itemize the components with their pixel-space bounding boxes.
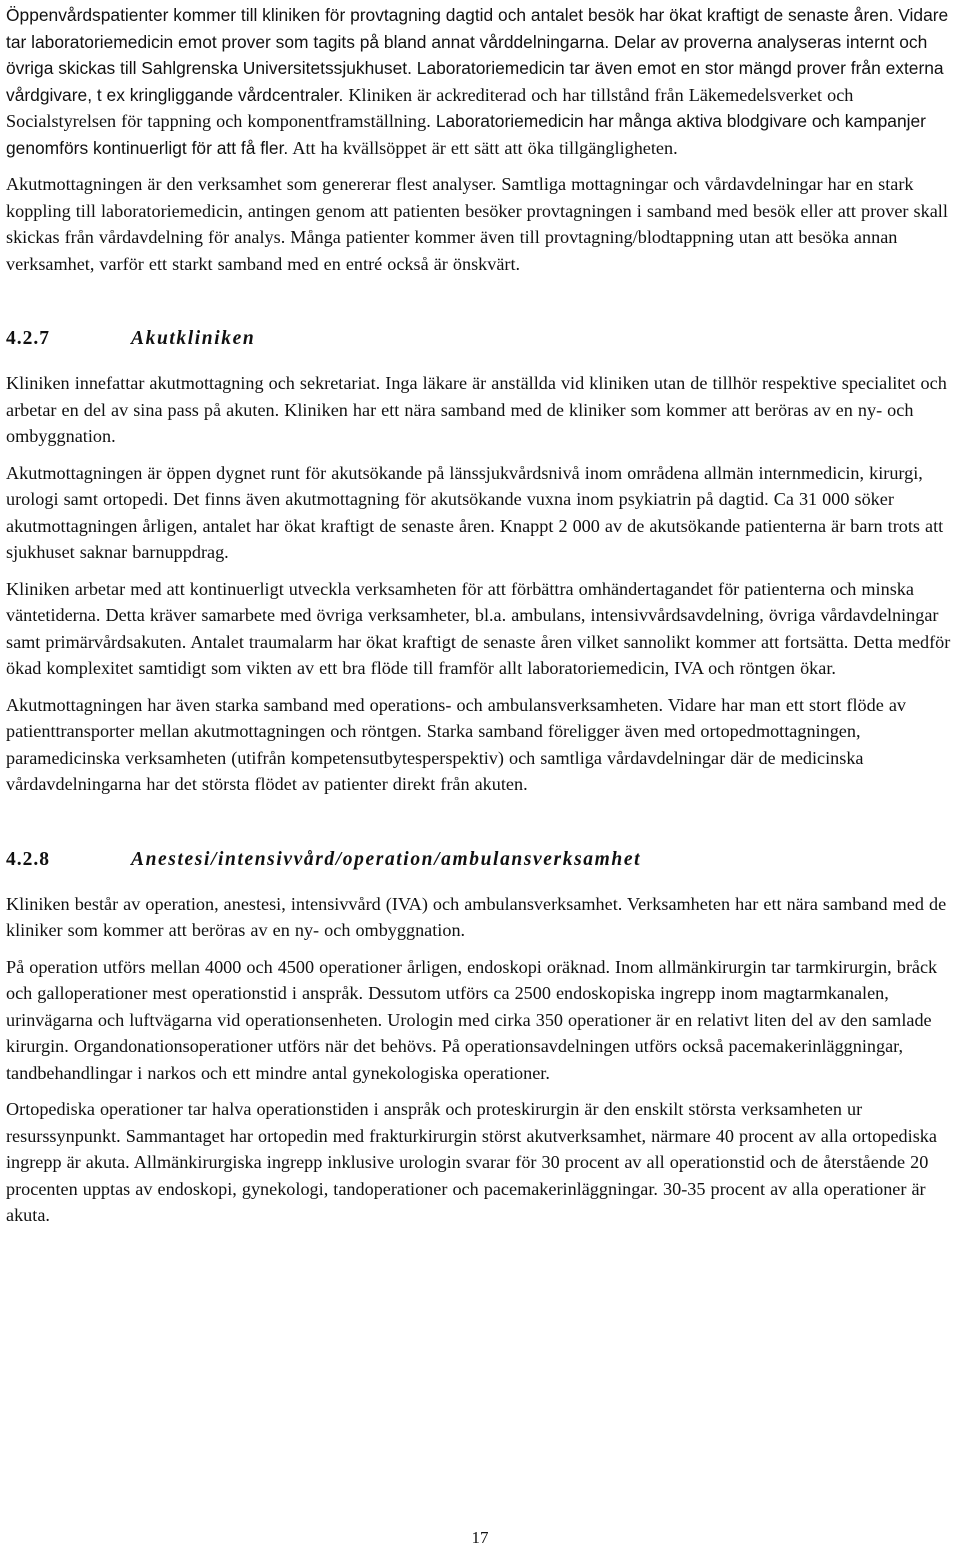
section-heading-427 (6, 326, 954, 352)
section-number-428: 4.2.8 (6, 848, 50, 870)
intro-text-b: Kliniken är ackrediterad och har tillstånd från Läkemedelsverket och Socialstyrelsen för tappning och komponentframställning. (6, 84, 854, 131)
intro-p2-a: Akutmottagningen är den verksamhet som genererar flest analyser. (6, 174, 497, 194)
intro-paragraph-1 (6, 2, 954, 161)
section-427-paragraph-2: Akutmottagningen är öppen dygnet runt för akutsökande på länssjukvårdsnivå inom områdena allmän internmedicin, kirurgi, urologi samt ortopedi. Det finns även akutmottagning för akutsökande vuxna inom psykiatrin på dagtid. Ca 31 000 söker akutmottagningen årligen, antalet har ökat kraftigt de senaste åren. Knappt 2 000 av de akutsökande patienterna är barn trots att sjukhuset saknar barnuppdrag. (6, 462, 944, 562)
section-number-427: 4.2.7 (6, 328, 50, 349)
intro-text-a: Öppenvårdspatienter kommer till kliniken för provtagning dagtid och antalet besök har ökat kraftigt de senaste åren. Vidare tar laboratoriemedicin emot prover som tagits på bland annat vårddelningarna. Delar av proverna analyseras internt och övriga skickas till Sahlgrenska Universitetssjukhuset. Laboratoriemedicin tar även emot en stor mängd prover från externa vårdgivare, t ex kringliggande vårdcentraler. (6, 5, 949, 105)
intro-text-c: Laboratoriemedicin har många aktiva blodgivare och kampanjer genomförs kontinuerligt för att få fler. (6, 111, 926, 158)
intro-paragraph-2 (6, 171, 954, 277)
section-428-paragraph-3: Ortopediska operationer tar halva operationstiden i anspråk och proteskirurgin är den enskilt största verksamheten ur resurssynpunkt. Sammantaget har ortopedin med frakturkirurgin störst akutverksamhet, närmare 40 procent av alla ortopediska ingrepp är akuta. Allmänkirurgiska ingrepp inklusive urologin svarar för 30 procent av all operationstid och de återstående 20 procenten upptas av endoskopi, gynekologi, tandoperationer och pacemakerinläggningar. 30-35 procent av alla operationer är akuta. (6, 1099, 937, 1225)
section-heading-428 (6, 847, 954, 873)
section-427-paragraph-1: Kliniken innefattar akutmottagning och sekretariat. Inga läkare är anställda vid kliniken utan de tillhör respektive specialitet och arbetar en del av sina pass på akuten. Kliniken har ett nära samband med de kliniker som kommer att beröras av en ny- och ombyggnation. (6, 373, 947, 446)
intro-p2-b: Samtliga mottagningar och vårdavdelningar har en stark koppling till laboratoriemedicin, antingen genom att patienten besöker provtagningen i samband med besök eller att prover skall skickas från vårdavdelning för analys. Många patienter kommer även till provtagning/blodtappning utan att besöka annan verksamhet, varför ett starkt samband med en entré också är önskvärt. (6, 174, 948, 274)
intro-text-d: Att ha kvällsöppet är ett sätt att öka tillgängligheten. (292, 137, 678, 158)
section-427-paragraph-3: Kliniken arbetar med att kontinuerligt utveckla verksamheten för att förbättra omhändertagandet för patienterna och minska väntetiderna. Detta kräver samarbete med övriga verksamheter, bl.a. ambulans, intensivvårdsavdelning, övriga vårdavdelningar samt primärvårdsakuten. Antalet traumalarm har ökat kraftigt de senaste åren vilket sannolikt kommer att fortsätta. Detta medför ökad komplexitet samtidigt som vikten av ett bra flöde till framför allt laboratoriemedicin, IVA och röntgen ökar. (6, 578, 951, 678)
document-page (6, 0, 954, 1229)
section-title-427: Akutkliniken (131, 328, 256, 349)
page-number: 17 (471, 1528, 489, 1547)
section-title-428: Anestesi/intensivvård/operation/ambulansverksamhet (131, 848, 642, 870)
section-428-paragraph-2: På operation utförs mellan 4000 och 4500 operationer årligen, endoskopi oräknad. Inom allmänkirurgin tar tarmkirurgin, bråck och galloperationer mest operationstid i anspråk. Dessutom utförs ca 2500 endoskopiska ingrepp inom magtarmkanalen, urinvägarna och luftvägarna vid operationsenheten. Urologin med cirka 350 operationer är en relativt liten del av den samlade kirurgin. Organdonationsoperationer utförs när det behövs. På operationsavdelningen utförs också pacemakerinläggningar, tandbehandlingar i narkos och ett mindre antal gynekologiska operationer. (6, 956, 938, 1083)
section-428-paragraph-1: Kliniken består av operation, anestesi, intensivvård (IVA) och ambulansverksamhet. Verksamheten har ett nära samband med de kliniker som kommer att beröras av en ny- och ombyggnation. (6, 893, 947, 940)
section-427-paragraph-4: Akutmottagningen har även starka samband med operations- och ambulansverksamheten. Vidare har man ett stort flöde av patienttransporter mellan akutmottagningen och röntgen. Starka samband föreligger även med ortopedmottagningen, paramedicinska verksamheten (utifrån kompetensutbytesperspektiv) och samtliga vårdavdelningar där de medicinska vårdavdelningarna har det största flödet av patienter direkt från akuten. (6, 694, 907, 794)
